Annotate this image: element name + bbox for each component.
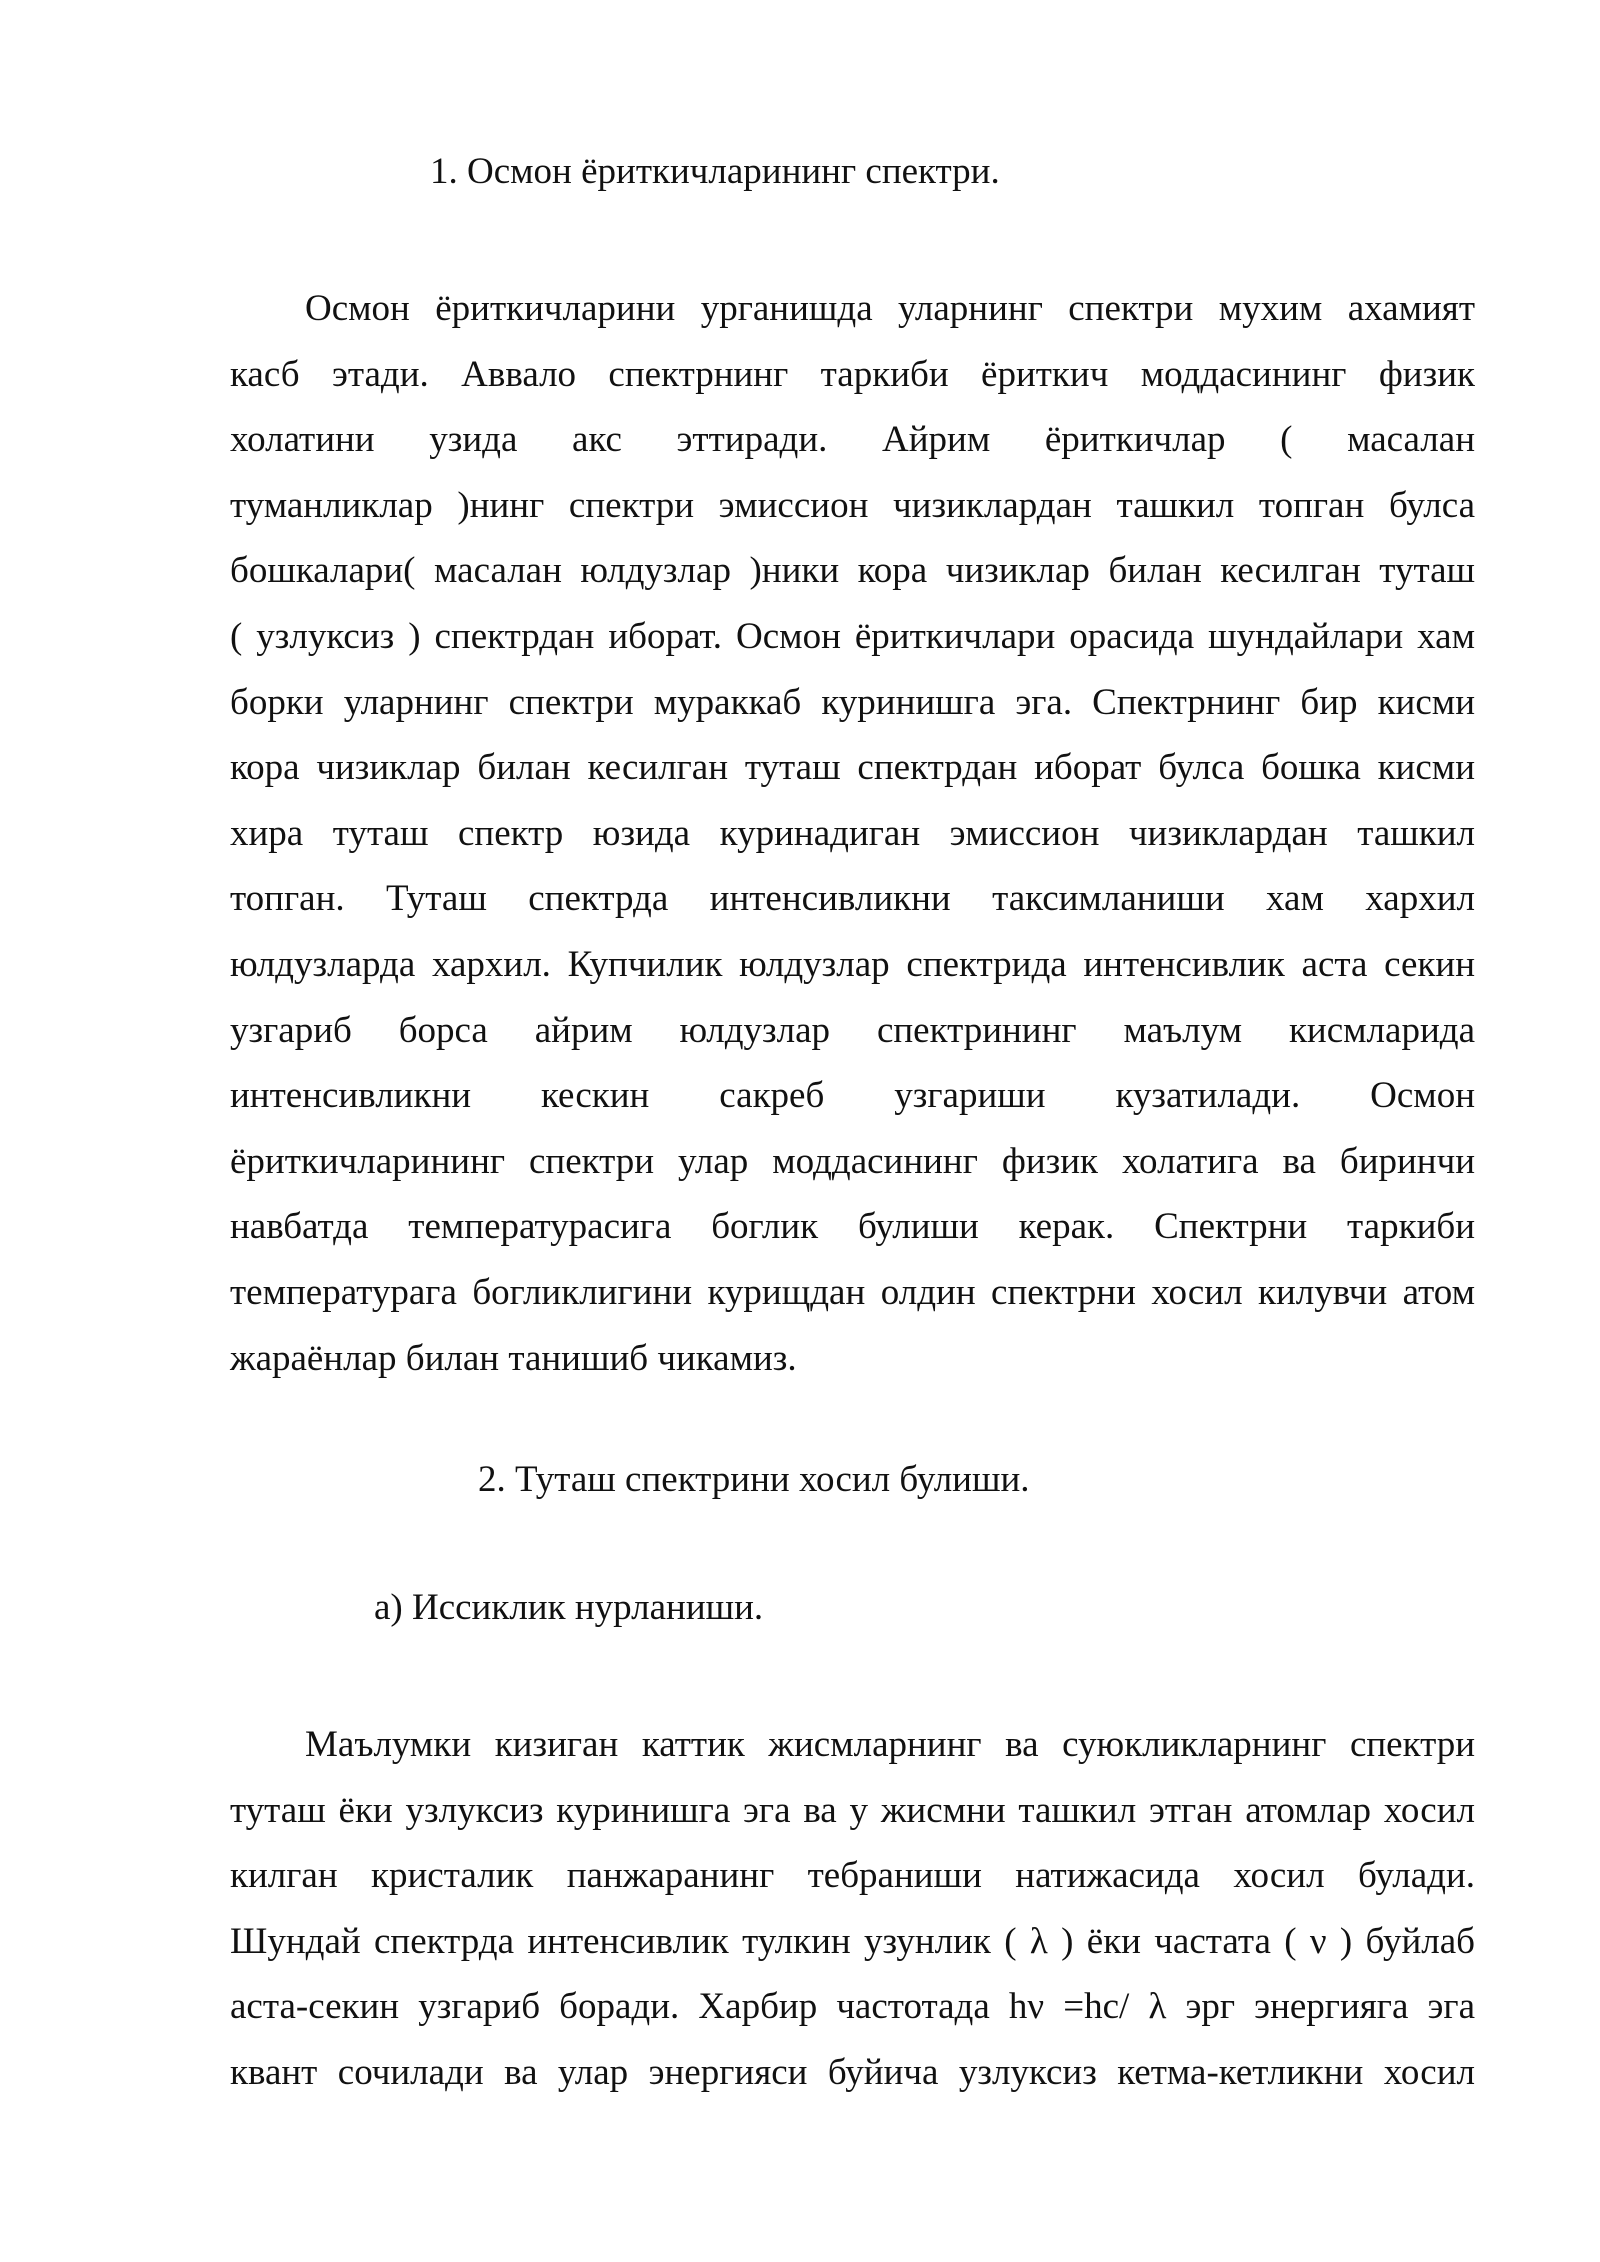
paragraph-line: килган кристалик панжаранинг тебраниши натижасида хосил булади. [230, 1855, 1475, 1897]
paragraph-2 [230, 1712, 1475, 2106]
paragraph-line: ёриткичларининг спектри улар моддасининг физик холатига ва биринчи [230, 1140, 1475, 1182]
paragraph-line: Шундай спектрда интенсивлик тулкин узунлик ( λ ) ёки частата ( ν ) буйлаб [230, 1920, 1475, 1962]
paragraph-line: кора чизиклар билан кесилган туташ спектрдан иборат булса бошка кисми [230, 747, 1475, 789]
paragraph-line: Осмон ёриткичларини урганишда уларнинг спектри мухим ахамият [305, 288, 1475, 329]
paragraph-line: жараёнлар билан танишиб чикамиз. [230, 1337, 797, 1379]
paragraph-line: температурага богликлигини курищдан олдин спектрни хосил килувчи атом [230, 1271, 1475, 1313]
paragraph-line: навбатда температурасига боглик булиши керак. Спектрни таркиби [230, 1206, 1475, 1248]
paragraph-line: ( узлуксиз ) спектрдан иборат. Осмон ёриткичлари орасида шундайлари хам [230, 615, 1475, 657]
paragraph-line: холатини узида акс эттиради. Айрим ёриткичлар ( масалан [230, 419, 1475, 461]
paragraph-line: туманликлар )нинг спектри эмиссион чизиклардан ташкил топган булса [230, 484, 1475, 526]
section-heading-1: 1. Осмон ёриткичларининг спектри. [430, 151, 1000, 192]
paragraph-line: бошкалари( масалан юлдузлар )ники кора чизиклар билан кесилган туташ [230, 550, 1475, 592]
paragraph-line: хира туташ спектр юзида куринадиган эмиссион чизиклардан ташкил [230, 812, 1475, 854]
paragraph-line: Маълумки кизиган каттик жисмларнинг ва суюкликларнинг спектри [305, 1724, 1475, 1765]
subsection-heading: а) Иссиклик нурланиши. [374, 1587, 764, 1628]
paragraph-line: касб этади. Аввало спектрнинг таркиби ёриткич моддасининг физик [230, 353, 1475, 395]
paragraph-line: туташ ёки узлуксиз куринишга эга ва у жисмни ташкил этган атомлар хосил [230, 1789, 1475, 1831]
paragraph-line: борки уларнинг спектри мураккаб куринишга эга. Спектрнинг бир кисми [230, 681, 1475, 723]
section-heading-2: 2. Туташ спектрини хосил булиши. [478, 1459, 1030, 1500]
paragraph-line: интенсивликни кескин сакреб узгариши кузатилади. Осмон [230, 1075, 1475, 1117]
paragraph-1 [230, 276, 1475, 1391]
paragraph-line: топган. Туташ спектрда интенсивликни таксимланиши хам хархил [230, 878, 1475, 920]
paragraph-line: квант сочилади ва улар энергияси буйича узлуксиз кетма-кетликни хосил [230, 2051, 1475, 2093]
paragraph-line: узгариб борса айрим юлдузлар спектрининг маълум кисмларида [230, 1009, 1475, 1051]
paragraph-line: юлдузларда хархил. Купчилик юлдузлар спектрида интенсивлик аста секин [230, 943, 1475, 985]
paragraph-line: аста-секин узгариб боради. Харбир частотада hν =hc/ λ эрг энергияга эга [230, 1986, 1475, 2028]
